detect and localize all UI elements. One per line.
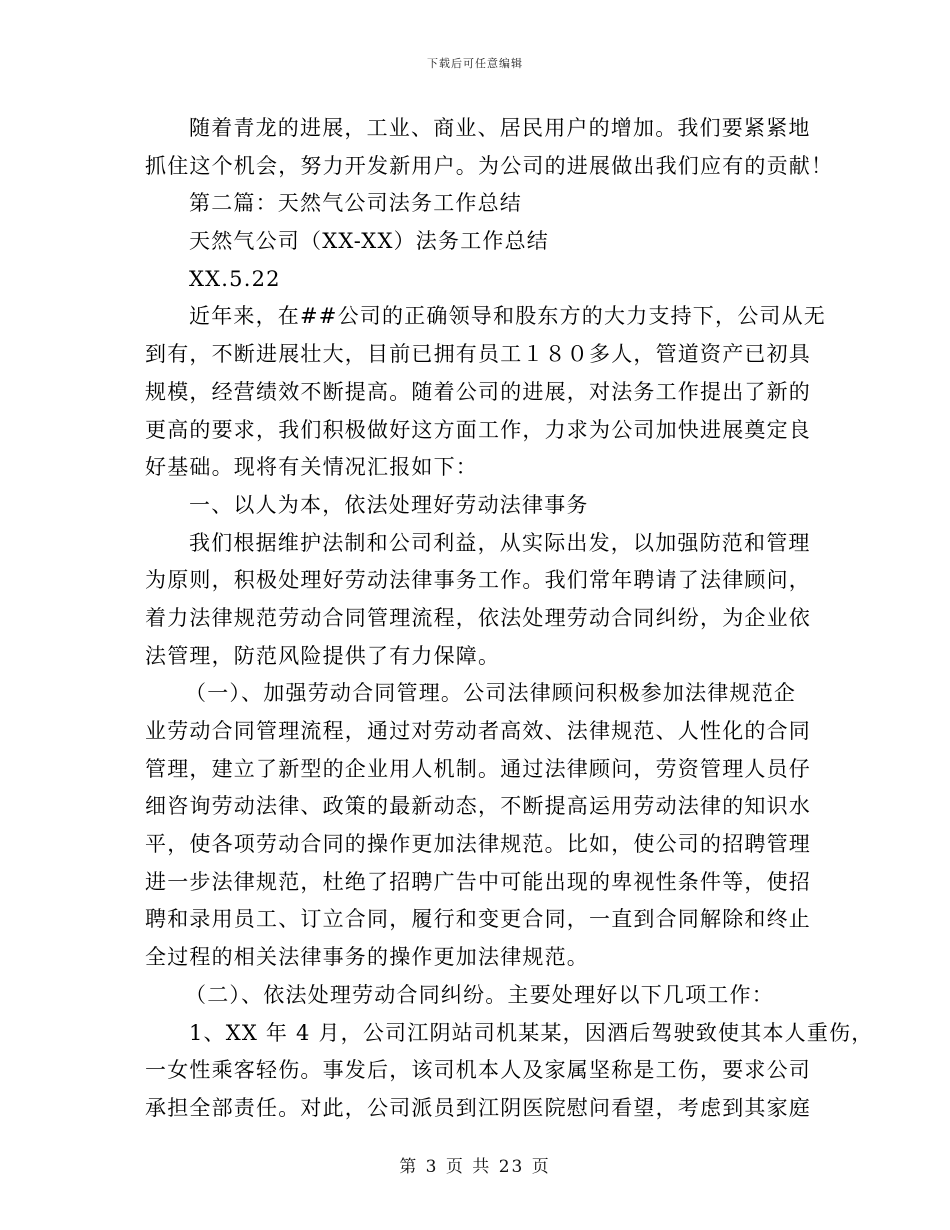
document-date: XX.5.22 (189, 266, 281, 291)
text-line: 业劳动合同管理流程，通过对劳动者高效、法律规范、人性化的合同 (145, 719, 811, 743)
text-line: 近年来，在##公司的正确领导和股东方的大力支持下，公司从无 (189, 304, 826, 329)
text-line: 为原则，积极处理好劳动法律事务工作。我们常年聘请了法律顾问， (145, 568, 811, 593)
text-line: 聘和录用员工、订立合同，履行和变更合同，一直到合同解除和终止 (145, 907, 811, 932)
page-number: 第 3 页 共 23 页 (399, 1157, 551, 1177)
text-line: 一女性乘客轻伤。事发后，该司机本人及家属坚称是工伤，要求公司 (145, 1058, 811, 1083)
document-title: 天然气公司（XX-XX）法务工作总结 (189, 229, 549, 254)
text-line: 承担全部责任。对此，公司派员到江阴医院慰问看望，考虑到其家庭 (145, 1095, 811, 1120)
text-line: （一）、加强劳动合同管理。公司法律顾问积极参加法律规范企 (185, 681, 797, 706)
text-line: 法管理，防范风险提供了有力保障。 (145, 643, 501, 668)
text-line: 更高的要求，我们积极做好这方面工作，力求为公司加快进展奠定良 (145, 417, 811, 442)
section-title: 第二篇：天然气公司法务工作总结 (189, 191, 522, 216)
document-body (145, 110, 874, 1128)
page-header: 下载后可任意编辑 (427, 57, 523, 70)
text-line: （二）、依法处理劳动合同纠纷。主要处理好以下几项工作： (185, 982, 774, 1007)
text-line: 抓住这个机会，努力开发新用户。为公司的进展做出我们应有的贡献！ (145, 153, 834, 178)
text-line: 我们根据维护法制和公司利益，从实际出发，以加强防范和管理 (189, 530, 811, 555)
text-line: 着力法律规范劳动合同管理流程，依法处理劳动合同纠纷，为企业依 (145, 605, 811, 630)
section-heading: 一、以人为本，依法处理好劳动法律事务 (189, 492, 589, 517)
text-line: 管理，建立了新型的企业用人机制。通过法律顾问，劳资管理人员仔 (145, 756, 811, 781)
text-line: 全过程的相关法律事务的操作更加法律规范。 (145, 945, 589, 970)
text-line: 1、XX 年 4 月，公司江阴站司机某某，因酒后驾驶致使其本人重伤， (189, 1020, 874, 1045)
text-line: 好基础。现将有关情况汇报如下： (145, 455, 478, 480)
text-line: 平，使各项劳动合同的操作更加法律规范。比如，使公司的招聘管理 (145, 832, 811, 857)
text-line: 随着青龙的进展，工业、商业、居民用户的增加。我们要紧紧地 (189, 116, 811, 140)
text-line: 进一步法律规范，杜绝了招聘广告中可能出现的卑视性条件等，使招 (145, 869, 811, 894)
text-line: 规模，经营绩效不断提高。随着公司的进展，对法务工作提出了新的 (145, 379, 811, 404)
text-line: 细咨询劳动法律、政策的最新动态，不断提高运用劳动法律的知识水 (145, 794, 811, 819)
text-line: 到有，不断进展壮大，目前已拥有员工１８０多人，管道资产已初具 (145, 342, 811, 367)
